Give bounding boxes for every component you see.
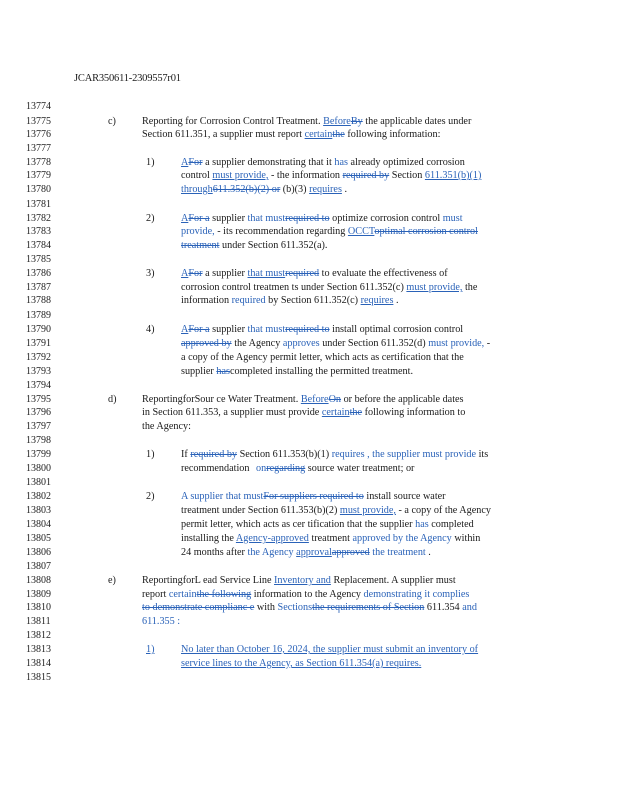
line-number: 13803 xyxy=(26,505,51,516)
line-number: 13777 xyxy=(26,143,51,154)
line-number: 13794 xyxy=(26,380,51,391)
item-number: 2) xyxy=(146,213,155,224)
line-number: 13790 xyxy=(26,324,51,335)
line-number: 13809 xyxy=(26,589,51,600)
paragraph-line: AFor a supplier that mustrequired to evaluate the effectiveness of xyxy=(181,268,448,279)
line-number: 13810 xyxy=(26,602,51,613)
line-number: 13789 xyxy=(26,310,51,321)
section-d-heading-cont: the Agency: xyxy=(142,421,191,432)
section-d-label: d) xyxy=(108,394,117,405)
line-number: 13808 xyxy=(26,575,51,586)
line-number: 13815 xyxy=(26,672,51,683)
paragraph-line: information required by Section 611.352(c) requires . xyxy=(181,295,399,306)
section-e-heading-cont: to demonstrate complianc e with Sectionsthe requirements of Section 611.354 and xyxy=(142,602,477,613)
line-number: 13782 xyxy=(26,213,51,224)
line-number: 13781 xyxy=(26,199,51,210)
paragraph-line: provide, - its recommendation regarding OCCToptimal corrosion control xyxy=(181,226,478,237)
section-c-heading: Reporting for Corrosion Control Treatment. BeforeBy the applicable dates under xyxy=(142,116,472,127)
line-number: 13812 xyxy=(26,630,51,641)
line-number: 13786 xyxy=(26,268,51,279)
item-number: 2) xyxy=(146,491,155,502)
line-number: 13811 xyxy=(26,616,51,627)
section-e-heading-cont: 611.355 : xyxy=(142,616,181,627)
line-number: 13795 xyxy=(26,394,51,405)
section-e-heading-cont: report certainthe following information to the Agency demonstrating it complies xyxy=(142,589,470,600)
paragraph-line: control must provide, - the information required by Section 611.351(b)(1) xyxy=(181,170,482,181)
paragraph-line: No later than October 16, 2024, the supplier must submit an inventory of xyxy=(181,644,479,655)
line-number: 13778 xyxy=(26,157,51,168)
paragraph-line: A supplier that mustFor suppliers required to install source water xyxy=(181,491,446,502)
line-number: 13792 xyxy=(26,352,51,363)
paragraph-line: through611.352(b)(2) or (b)(3) requires . xyxy=(181,184,347,195)
line-number: 13796 xyxy=(26,407,51,418)
paragraph-line: treatment under Section 611.353(b)(2) must provide, - a copy of the Agency xyxy=(181,505,491,516)
paragraph-line: 24 months after the Agency approvalapproved the treatment . xyxy=(181,547,431,558)
section-e-label: e) xyxy=(108,575,116,586)
line-number: 13799 xyxy=(26,449,51,460)
line-number: 13798 xyxy=(26,435,51,446)
line-number: 13780 xyxy=(26,184,51,195)
section-c-label: c) xyxy=(108,116,116,127)
section-e-heading: ReportingforL ead Service Line Inventory and Replacement. A supplier must xyxy=(142,575,456,586)
paragraph-line: a copy of the Agency permit letter, which acts as certification that the xyxy=(181,352,464,363)
paragraph-line: permit letter, which acts as cer tification that the supplier has completed xyxy=(181,519,474,530)
item-number: 4) xyxy=(146,324,155,335)
document-id: JCAR350611-2309557r01 xyxy=(74,73,181,84)
line-number: 13797 xyxy=(26,421,51,432)
paragraph-line: AFor a supplier that mustrequired to optimize corrosion control must xyxy=(181,213,463,224)
line-number: 13785 xyxy=(26,254,51,265)
line-number: 13788 xyxy=(26,295,51,306)
line-number: 13814 xyxy=(26,658,51,669)
paragraph-line: AFor a supplier that mustrequired to install optimal corrosion control xyxy=(181,324,464,335)
line-number: 13807 xyxy=(26,561,51,572)
line-number: 13800 xyxy=(26,463,51,474)
line-number: 13776 xyxy=(26,129,51,140)
line-number: 13802 xyxy=(26,491,51,502)
line-number: 13787 xyxy=(26,282,51,293)
line-number: 13791 xyxy=(26,338,51,349)
item-number: 1) xyxy=(146,157,155,168)
paragraph-line: supplier hascompleted installing the permitted treatment. xyxy=(181,366,414,377)
paragraph-line: AFor a supplier demonstrating that it has already optimized corrosion xyxy=(181,157,465,168)
paragraph-line: service lines to the Agency, as Section 611.354(a) requires. xyxy=(181,658,422,669)
item-number: 3) xyxy=(146,268,155,279)
line-number: 13804 xyxy=(26,519,51,530)
paragraph-line: recommendation onregarding source water treatment; or xyxy=(181,463,415,474)
line-number: 13774 xyxy=(26,101,51,112)
line-number: 13805 xyxy=(26,533,51,544)
paragraph-line: installing the Agency-approved treatment approved by the Agency within xyxy=(181,533,481,544)
line-number: 13801 xyxy=(26,477,51,488)
section-d-heading: ReportingforSour ce Water Treatment. BeforeOn or before the applicable dates xyxy=(142,394,464,405)
line-number: 13783 xyxy=(26,226,51,237)
item-number: 1) xyxy=(146,644,155,655)
line-number: 13779 xyxy=(26,170,51,181)
paragraph-line: treatment under Section 611.352(a). xyxy=(181,240,328,251)
paragraph-line: corrosion control treatmen ts under Section 611.352(c) must provide, the xyxy=(181,282,478,293)
paragraph-line: If required by Section 611.353(b)(1) requires , the supplier must provide its xyxy=(181,449,489,460)
line-number: 13793 xyxy=(26,366,51,377)
section-c-heading-cont: Section 611.351, a supplier must report certainthe following information: xyxy=(142,129,441,140)
line-number: 13784 xyxy=(26,240,51,251)
line-number: 13813 xyxy=(26,644,51,655)
line-number: 13775 xyxy=(26,116,51,127)
paragraph-line: approved by the Agency approves under Section 611.352(d) must provide, - xyxy=(181,338,491,349)
item-number: 1) xyxy=(146,449,155,460)
section-d-heading-cont: in Section 611.353, a supplier must provide certainthe following information to xyxy=(142,407,466,418)
line-number: 13806 xyxy=(26,547,51,558)
